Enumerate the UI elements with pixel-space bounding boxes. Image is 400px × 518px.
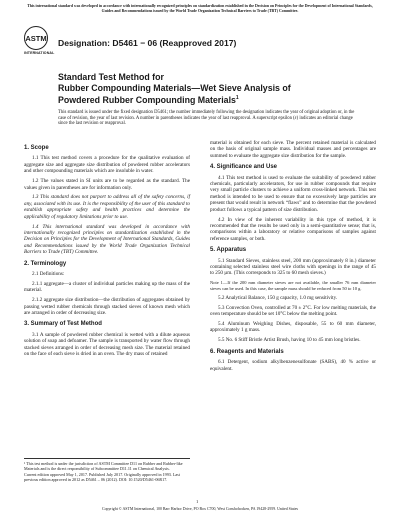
paragraph: 1.4 This international standard was developed in accordance with internationally recognized principles on standardization established in the Decision on Principles for the Development of International Standards, Guides and Recommendations issued by the World Trade Organization Technical Barriers to Trade (TBT) Committee. — [24, 223, 190, 256]
paragraph: 5.2 Analytical Balance, 150 g capacity, 1.0 mg sensitivity. — [218, 294, 338, 301]
paragraph: 2.1 Definitions: — [32, 271, 65, 277]
left-column — [24, 140, 190, 361]
footnote: Current edition approved May 1, 2017. Published July 2017. Originally approved in 1993. Last previous edition approved in 2012 as D5461 – 06 (2012). DOI: 10.1520/D5461-06R17. — [24, 472, 180, 482]
paragraph: 1.2 The values stated in SI units are to be regarded as the standard. The values given in parentheses are for information only. — [24, 178, 190, 191]
title-line-1: Standard Test Method for — [58, 72, 164, 82]
paragraph: 6.1 Detergent, sodium alkylbenzenesulfonate (SABS), 40 % active or equivalent. — [210, 359, 376, 372]
note: Note 1—If the 200 mm diameter sieves are not available, the smaller 76 mm diameter sieves can be used. In this case, the sample mass should be reduced from 50 to 10 g. — [210, 280, 376, 291]
copyright-footer: Copyright © ASTM International, 100 Barr Harbor Drive, PO Box C700, West Conshohocken, PA 19428-2959. United States — [102, 507, 298, 511]
paragraph: 5.1 Standard Sieves, stainless steel, 200 mm (approximately 8 in.) diameter containing selected stainless steel wire cloths with openings in the range of 45 to 250 µm. (This corresponds to 325 to 60 mesh sieves.) — [210, 257, 376, 277]
footnotes — [24, 458, 190, 483]
section-heading-scope: 1. Scope — [24, 145, 49, 151]
wto-notice: This international standard was developed in accordance with internationally recognized principles on standardization established in the Decision on Principles for the Development of International Standards, Guides and Recommendations issued by the World Trade Organization Technical Barriers to Trade (TBT) Committee. — [27, 4, 373, 13]
right-column — [210, 140, 376, 375]
logo-label: INTERNATIONAL — [24, 51, 55, 55]
section-heading-significance: 4. Significance and Use — [210, 164, 278, 171]
astm-seal-icon: ASTM — [24, 26, 48, 50]
section-heading-reagents: 6. Reagents and Materials — [210, 348, 284, 355]
paragraph: 1.3 This standard does not purport to address all of the safety concerns, if any, associated with its use. It is the responsibility of the user of this standard to establish appropriate safety and health practices and determine the applicability of regulatory limitations prior to use. — [24, 194, 190, 220]
paragraph: 5.4 Aluminum Weighing Dishes, disposable, 55 to 60 mm diameter, approximately 1 g mass. — [210, 321, 376, 334]
paragraph: 5.3 Convection Oven, controlled at 70 ± 2°C. For low melting materials, the oven temperature should be set 10°C below the melting point. — [210, 304, 376, 318]
paragraph: material is obtained for each sieve. The percent retained material is calculated on the basis of original sample mass. Individual masses and percentages are summed to evaluate the aggregate size distribution for the sample. — [210, 140, 376, 159]
section-heading-summary: 3. Summary of Test Method — [24, 321, 102, 328]
standard-note: This standard is issued under the fixed designation D5461; the number immediately following the designation indicates the year of original adoption or, in the case of revision, the year of last revision. A number in parentheses indicates the year of last reapproval. A superscript epsilon (ε) indicates an editorial change since the last revision or reapproval. — [58, 110, 355, 127]
page-number: 1 — [196, 499, 199, 504]
astm-logo — [24, 26, 55, 60]
footnote: ¹ This test method is under the jurisdiction of ASTM Committee D11 on Rubber and Rubber-like Materials and is the direct responsibility of Subcommittee D11.11 on Chemical Analysis. — [24, 461, 183, 471]
title-line-3: Powdered Rubber Compounding Materials$^1$ — [58, 94, 239, 105]
section-heading-terminology: 2. Terminology — [24, 260, 67, 267]
paragraph: 4.1 This test method is used to evaluate the suitability of powdered rubber chemicals, particularly accelerators, for use in rubber compounds that require very small particle clusters to achieve a uniform cross-linked network. This test method is intended to be used to ensure that no excessively large particles are present that would result in network “flaws” and to determine that the powdered product follows a typical pattern of size distribution. — [210, 174, 376, 213]
paragraph: 2.1.2 aggregate size distribution—the distribution of aggregates obtained by passing wetted rubber chemicals through stacked sieves of known mesh which are arranged in order of decreasing size. — [24, 297, 190, 317]
paragraph: 5.5 No. 6 Stiff Bristle Artist Brush, having 10 to 45 mm long bristles. — [218, 337, 361, 344]
section-heading-apparatus: 5. Apparatus — [210, 247, 247, 254]
paragraph: 1.1 This test method covers a procedure for the qualitative evaluation of aggregate size and aggregate size distribution of powdered rubber accelerators and other compounding materials which are insoluble in water. — [24, 155, 190, 175]
paragraph: 2.1.1 aggregate—a cluster of individual particles making up the mass of the material. — [24, 280, 190, 294]
title-footnote-marker: 1 — [235, 95, 239, 101]
paragraph: 4.2 In view of the inherent variability in this type of method, it is recommended that the results be used only in a semi-quantitative sense; that is, comparisons within a laboratory or relative comparisons of samples against reference samples, or both. — [210, 216, 376, 242]
paragraph: 3.1 A sample of powdered rubber chemical is wetted with a dilute aqueous solution of soap and defoamer. The sample is transported by water flow through stacked sieves arranged in order of decreasing mesh size. The material retained on the face of each sieve is dried in an oven. The dry mass of retained — [24, 331, 190, 358]
document-title — [58, 72, 358, 105]
title-line-2: Rubber Compounding Materials—Wet Sieve Analysis of — [58, 82, 291, 93]
designation: Designation: D5461 − 06 (Reapproved 2017) — [58, 38, 237, 48]
